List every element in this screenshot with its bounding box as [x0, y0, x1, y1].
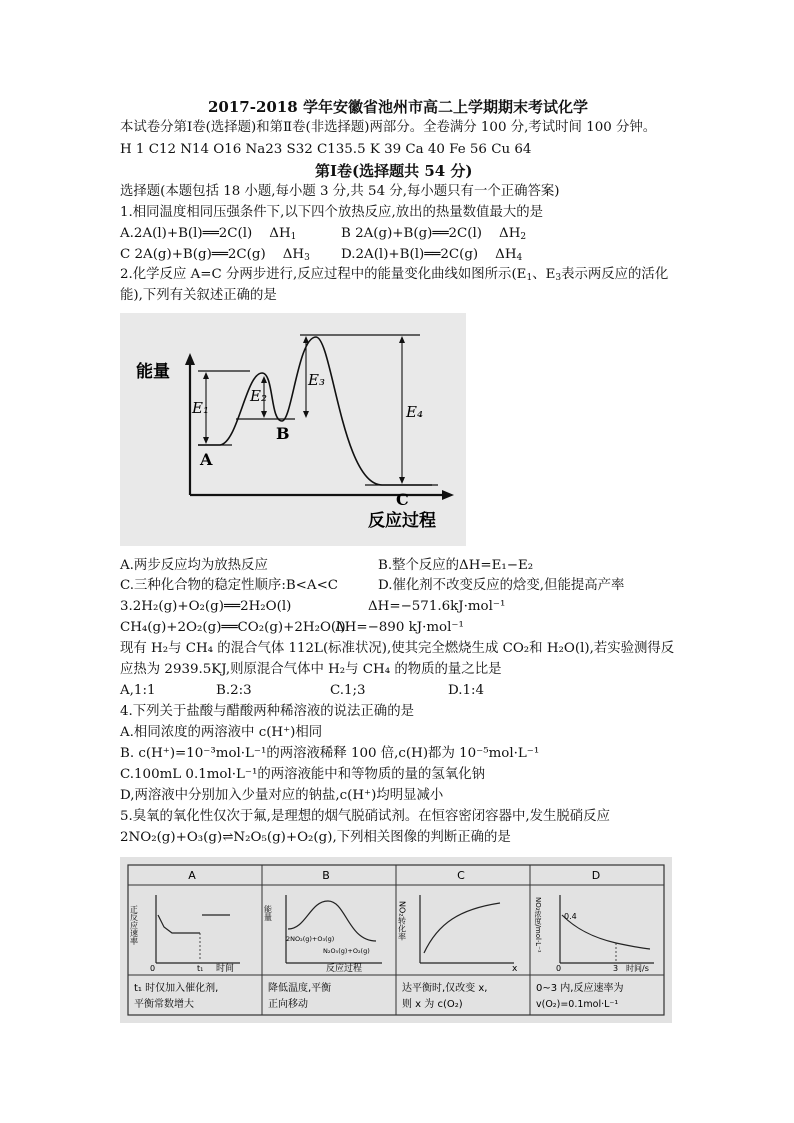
- q2-stem-line2: 能),下列有关叙述正确的是: [120, 288, 277, 303]
- panel-d-graph: [534, 895, 654, 973]
- panel-c-graph: [398, 895, 519, 974]
- panel-c-caption-1: 达平衡时,仅改变 x,: [402, 983, 488, 994]
- panel-d-xlabel: 时间/s: [626, 964, 649, 973]
- q1-stem: 1.相同温度相同压强条件下,以下四个放热反应,放出的热量数值最大的是: [120, 205, 544, 220]
- q3-dh-1: ΔH=−571.6kJ·mol⁻¹: [368, 599, 506, 614]
- section1-title: 第Ⅰ卷(选择题共 54 分): [315, 162, 473, 180]
- q4-stem: 4.下列关于盐酸与醋酸两种稀溶液的说法正确的是: [120, 704, 414, 719]
- label-a: A: [200, 450, 213, 469]
- q5-option-figures: [120, 857, 672, 1023]
- q4-option-a: A.相同浓度的两溶液中 c(H⁺)相同: [120, 725, 323, 740]
- panel-b-header: B: [322, 869, 330, 882]
- panel-b-xlabel: 反应过程: [326, 964, 363, 974]
- energy-profile-figure: [120, 313, 466, 546]
- x-axis-label: 反应过程: [368, 511, 436, 531]
- q1-option-d: D.2A(l)+B(l)══2C(g) $\Delta H_4$: [341, 247, 523, 263]
- panel-b-graph: [264, 895, 383, 974]
- y-axis-label: 能量: [136, 362, 170, 382]
- q3-dh-2: ΔH=−890 kJ·mol⁻¹: [335, 620, 464, 635]
- q3-equation-2: CH₄(g)+2O₂(g)══CO₂(g)+2H₂O(l)·: [120, 620, 350, 635]
- q4-option-c: C.100mL 0.1mol·L⁻¹的两溶液能中和等物质的量的氢氧化钠: [120, 767, 485, 782]
- q3-stem-line1: 现有 H₂与 CH₄ 的混合气体 112L(标准状况),使其完全燃烧生成 CO₂和 H₂O(l),若实验测得反: [120, 641, 675, 656]
- label-e4: E₄: [406, 403, 423, 421]
- q3-option-d: D.1:4: [448, 683, 485, 698]
- energy-curve: [198, 337, 432, 485]
- panel-d-ylabel: NO₂浓度/mol·L⁻¹: [534, 897, 542, 953]
- exam-title: 2017-2018 学年安徽省池州市高二上学期期末考试化学: [208, 98, 588, 116]
- panel-b-curve-reactants: 2NO₂(g)+O₃(g): [286, 935, 335, 943]
- q3-equation-1: 3.2H₂(g)+O₂(g)══2H₂O(l): [120, 599, 292, 614]
- panel-d-x3: 3: [613, 964, 619, 973]
- panel-a-ylabel: 正反应速率: [129, 905, 139, 945]
- panel-a-caption-2: 平衡常数增大: [134, 999, 194, 1010]
- intro-text: 本试卷分第Ⅰ卷(选择题)和第Ⅱ卷(非选择题)两部分。全卷满分 100 分,考试时间 100 分钟。: [120, 120, 657, 135]
- panel-d-origin: 0: [556, 964, 562, 973]
- label-c: C: [396, 490, 409, 509]
- q5-stem-line2: 2NO₂(g)+O₃(g)⇌N₂O₅(g)+O₂(g),下列相关图像的判断正确的是: [120, 830, 511, 845]
- q1-option-c: C 2A(g)+B(g)══2C(g) $\Delta H_3$: [120, 247, 310, 263]
- panel-c-header: C: [457, 869, 465, 882]
- panel-b-caption-2: 正向移动: [268, 999, 308, 1010]
- q4-option-b: B. c(H⁺)=10⁻³mol·L⁻¹的两溶液稀释 100 倍,c(H)都为 10⁻⁵mol·L⁻¹: [120, 746, 540, 761]
- panel-a-header: A: [188, 869, 196, 882]
- q3-option-c: C.1;3: [330, 683, 366, 698]
- panel-d-header: D: [591, 869, 601, 882]
- q2-option-c: C.三种化合物的稳定性顺序:B<A<C: [120, 578, 339, 593]
- panel-a-origin: 0: [150, 964, 156, 973]
- label-b: B: [276, 424, 290, 443]
- panel-a-graph: [130, 895, 241, 974]
- label-e2: E₂: [250, 387, 267, 405]
- panel-b-ylabel: 能量: [263, 905, 273, 921]
- q5-stem-line1: 5.臭氧的氧化性仅次于氟,是理想的烟气脱硝试剂。在恒容密闭容器中,发生脱硝反应: [120, 809, 610, 824]
- q1-option-a: A.2A(l)+B(l)══2C(l) $\Delta H_1$: [120, 226, 297, 242]
- q2-stem-line1: 2.化学反应 A=C 分两步进行,反应过程中的能量变化曲线如图所示($E_1$、$E_3$表示两反应的活化: [120, 267, 669, 283]
- panel-b-caption-1: 降低温度,平衡: [268, 983, 332, 994]
- panel-c-ylabel: NO₂转化率: [397, 901, 407, 941]
- q2-option-d: D.催化剂不改变反应的焓变,但能提高产率: [378, 578, 625, 593]
- label-e1: E₁: [192, 399, 209, 417]
- q2-option-a: A.两步反应均为放热反应: [120, 558, 268, 573]
- panel-a-caption-1: t₁ 时仅加入催化剂,: [134, 983, 219, 994]
- atomic-masses: H 1 C12 N14 O16 Na23 S32 C135.5 K 39 Ca 40 Fe 56 Cu 64: [120, 142, 532, 157]
- q4-option-d: D,两溶液中分别加入少量对应的钠盐,c(H⁺)均明显减小: [120, 788, 444, 803]
- panel-c-xlabel: x: [512, 964, 518, 974]
- q2-option-b: B.整个反应的ΔH=E₁−E₂: [378, 558, 534, 573]
- q3-option-b: B.2:3: [216, 683, 252, 698]
- panel-b-curve-products: N₂O₅(g)+O₂(g): [323, 947, 370, 955]
- label-e3: E₃: [308, 371, 325, 389]
- panel-d-y0: 0.4: [564, 912, 577, 921]
- q3-stem-line2: 应热为 2939.5KJ,则原混合气体中 H₂与 CH₄ 的物质的量之比是: [120, 662, 502, 677]
- section1-instructions: 选择题(本题包括 18 小题,每小题 3 分,共 54 分,每小题只有一个正确答案): [120, 184, 560, 199]
- panel-a-t1: t₁: [197, 964, 204, 973]
- q3-option-a: A,1:1: [120, 683, 156, 698]
- panel-a-xlabel: 时间: [216, 964, 235, 974]
- panel-d-caption-1: 0~3 内,反应速率为: [536, 983, 624, 994]
- panel-d-caption-2: v(O₂)=0.1mol·L⁻¹: [536, 999, 619, 1010]
- q1-option-b: B 2A(g)+B(g)══2C(l) $\Delta H_2$: [341, 226, 527, 242]
- panel-c-caption-2: 则 x 为 c(O₂): [402, 999, 463, 1010]
